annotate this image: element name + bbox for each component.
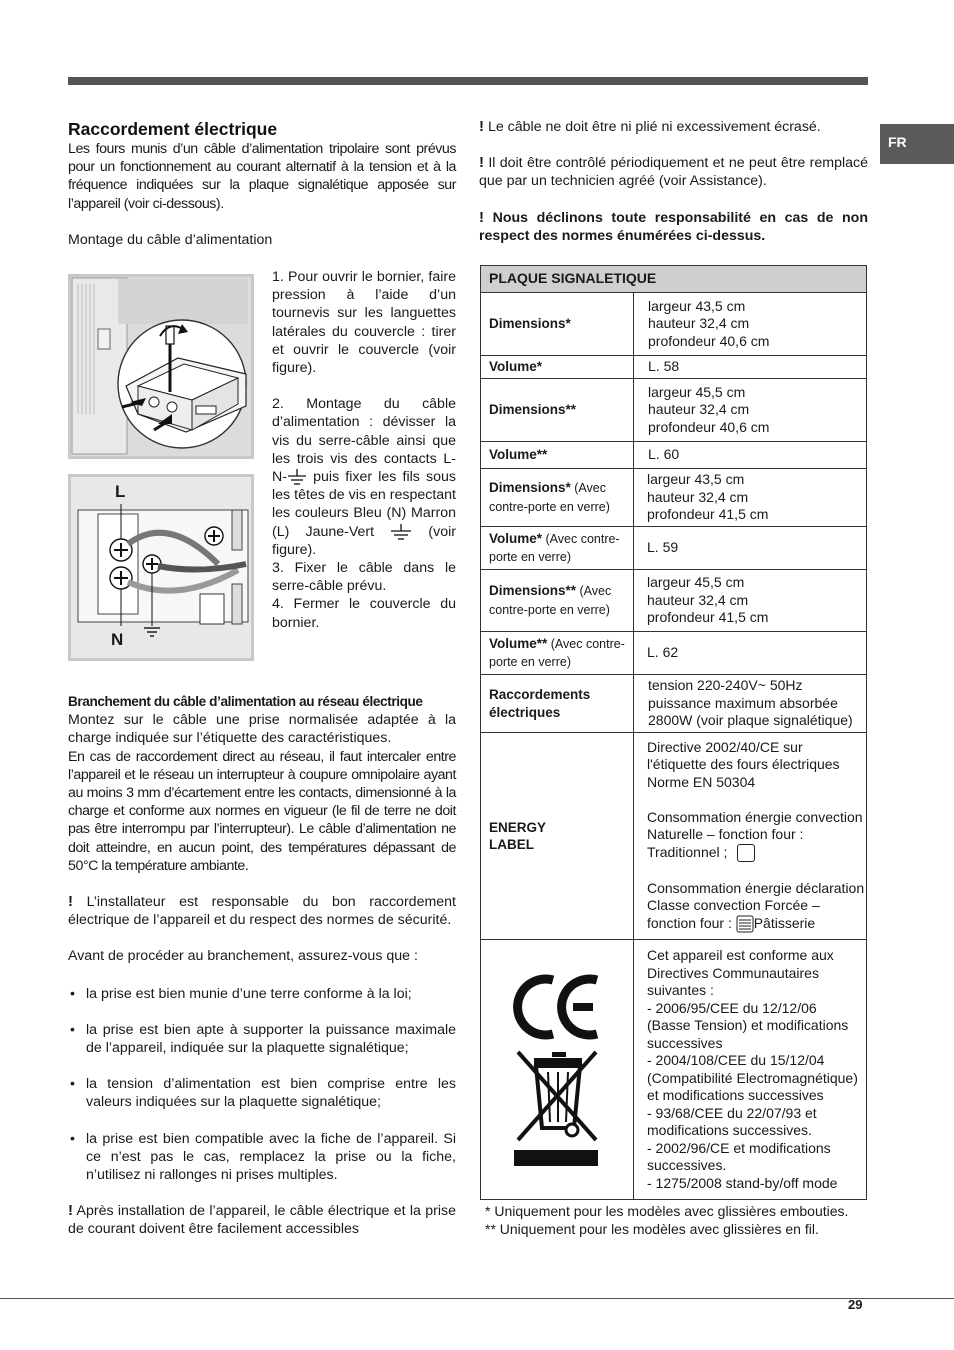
table-header: PLAQUE SIGNALETIQUE xyxy=(481,266,867,293)
warning-mark: ! xyxy=(68,1202,73,1220)
ce-text-cell: Cet appareil est conforme aux Directives Communautaires suivantes : - 2006/95/CEE du 12/12/06 (Basse Tension) et modifications successives - 2004/108/CEE du 15/12/04 (Compatibilité Electromagnétique) et modifications successives - 93/68/CEE du 22/07/93 et modifications successives. - 2002/96/CE et modifications successives. - 1275/2008 stand-by/off mode xyxy=(634,940,867,1200)
top-rule xyxy=(68,77,868,85)
before-connecting: Avant de procéder au branchement, assurez-vous que : xyxy=(68,948,418,965)
row-value: largeur 45,5 cm hauteur 32,4 cm profondeur 40,6 cm xyxy=(634,379,867,442)
earth-icon xyxy=(390,524,412,540)
energy-label-cell: ENERGY LABEL xyxy=(481,733,634,940)
page-number: 29 xyxy=(848,1297,863,1312)
list-item: • la prise est bien compatible avec la fiche de l’appareil. Si ce n’est pas le cas, remplacez la prise ou la fiche, n’utilisez ni rallonges ni prises multiples. xyxy=(68,1130,456,1185)
footnote-1: * Uniquement pour les modèles avec glissières embouties. xyxy=(485,1203,849,1219)
table-row xyxy=(481,293,867,356)
row-value: L. 59 xyxy=(634,527,867,570)
row-value: largeur 45,5 cm hauteur 32,4 cm profondeur 41,5 cm xyxy=(634,570,867,632)
empty-box-icon xyxy=(737,844,755,862)
installer-note-text: L’installateur est responsable du bon raccordement électrique de l’appareil et du respect des normes de sécurité. xyxy=(68,894,456,929)
warning-2-text: Il doit être contrôlé périodiquement et ne peut être remplacé que par un technicien agréé (voir Assistance). xyxy=(479,155,868,190)
warning-1-text: Le câble ne doit être ni plié ni excessivement écrasé. xyxy=(484,119,821,135)
left-column xyxy=(68,118,456,249)
branchement-paragraph-2: En cas de raccordement direct au réseau, il faut intercaler entre l’appareil et le réseau un interrupteur à coupure omnipolaire ayant au moins 3 mm d’écartement entre les contacts, dimensionné à la charge et conforme aux normes en vigueur (le fil de terre ne doit pas être interrompu par l’interrupteur). Le câble d’alimentation ne doit atteindre, en aucun point, des températures dépassant de 50°C la température ambiante. xyxy=(68,748,456,874)
list-item: • la prise est bien apte à supporter la puissance maximale de l’appareil, indiquée sur la plaquette signalétique; xyxy=(68,1021,456,1057)
after-install-note xyxy=(68,1202,456,1238)
table-row xyxy=(481,469,867,527)
step-2-text-c: (voir figure). xyxy=(272,523,456,558)
installer-note xyxy=(68,893,456,929)
warning-3-text: Nous déclinons toute responsabilité en cas de non respect des normes énumérées ci-dessus. xyxy=(479,209,868,244)
weee-bin-icon xyxy=(512,1050,602,1168)
row-label: Dimensions** xyxy=(481,379,634,442)
language-label: FR xyxy=(888,134,907,150)
table-footnotes xyxy=(485,1203,848,1238)
table-row xyxy=(481,527,867,570)
step-3: 3. Fixer le câble dans le serre-câble prévu. xyxy=(272,560,456,595)
figure-terminal-cover xyxy=(68,274,254,459)
earth-icon xyxy=(287,469,307,485)
row-label: Volume* (Avec contre-porte en verre) xyxy=(481,527,634,570)
table-row xyxy=(481,356,867,379)
language-tab xyxy=(880,124,954,164)
fan-oven-icon xyxy=(736,915,754,933)
warning-mark: ! xyxy=(479,208,484,226)
step-1: 1. Pour ouvrir le bornier, faire pression à l’aide d’un tournevis sur les languettes latérales du couvercle : tirer et ouvrir le couvercle (voir figure). xyxy=(272,269,456,377)
table-row xyxy=(481,570,867,632)
section-title: Raccordement électrique xyxy=(68,119,278,139)
step-2-text-a: 2. Montage du câble d’alimentation : dévisser la vis du serre-câble ainsi que les trois vis des contacts L-N- xyxy=(272,396,456,486)
figure-terminal-wiring xyxy=(68,474,254,661)
right-column xyxy=(479,118,868,245)
checklist xyxy=(68,985,456,1185)
after-install-note-text: Après installation de l’appareil, le câble électrique et la prise de courant doivent être facilement accessibles xyxy=(68,1203,456,1238)
list-item: • la tension d’alimentation est bien comprise entre les valeurs indiquées sur la plaquette signalétique; xyxy=(68,1075,456,1111)
warning-mark: ! xyxy=(68,893,73,911)
energy-label-value: Directive 2002/40/CE sur l'étiquette des fours électriques Norme EN 50304 Consommation énergie convection Naturelle – fonction four : Traditionnel ; Consommation énergie déclaration Classe convection Forcée – fonction four : Pâtisserie xyxy=(634,733,867,940)
warning-mark: ! xyxy=(479,154,484,172)
warning-2 xyxy=(479,154,868,190)
montage-label: Montage du câble d’alimentation xyxy=(68,231,273,248)
step-2 xyxy=(272,395,456,559)
row-label: Dimensions* xyxy=(481,293,634,356)
step-2-text-b: puis fixer les fils sous les têtes de vis en respectant les couleurs Bleu (N) Marron (L) Jaune-Vert xyxy=(272,469,456,540)
footnote-2: ** Uniquement pour les modèles avec glissières en fil. xyxy=(485,1220,819,1237)
label-n: N xyxy=(111,630,124,649)
step-4: 4. Fermer le couvercle du bornier. xyxy=(272,596,456,631)
row-label: Dimensions* (Avec contre-porte en verre) xyxy=(481,469,634,527)
branchement-section xyxy=(68,693,456,1239)
row-label: Volume** xyxy=(481,442,634,469)
ce-row xyxy=(481,940,867,1200)
rating-plate-table xyxy=(480,265,867,1200)
energy-label-row xyxy=(481,733,867,940)
row-value: L. 60 xyxy=(634,442,867,469)
warning-3 xyxy=(479,209,868,245)
intro-paragraph: Les fours munis d’un câble d’alimentation tripolaire sont prévus pour un fonctionnement au courant alternatif à la tension et à la fréquence indiquées sur la plaque signalétique apposée sur l’appareil (voir ci-dessous). xyxy=(68,141,456,212)
mounting-steps xyxy=(272,268,456,632)
branchement-paragraph-1: Montez sur le câble une prise normalisée adaptée à la charge indiquée sur l’étiquette des caractéristiques. xyxy=(68,712,456,747)
row-value: largeur 43,5 cm hauteur 32,4 cm profondeur 41,5 cm xyxy=(634,469,867,527)
warning-1 xyxy=(479,118,868,136)
row-value: tension 220-240V~ 50Hz puissance maximum absorbée 2800W (voir plaque signalétique) xyxy=(634,675,867,733)
row-label: Raccordements électriques xyxy=(481,675,634,733)
table-row xyxy=(481,442,867,469)
row-label: Dimensions** (Avec contre-porte en verre) xyxy=(481,570,634,632)
row-value: largeur 43,5 cm hauteur 32,4 cm profondeur 40,6 cm xyxy=(634,293,867,356)
table-row xyxy=(481,379,867,442)
bottom-rule xyxy=(0,1298,954,1299)
label-l: L xyxy=(115,482,126,501)
warning-mark: ! xyxy=(479,118,484,135)
table-row xyxy=(481,675,867,733)
row-value: L. 58 xyxy=(634,356,867,379)
table-row xyxy=(481,632,867,675)
branchement-title: Branchement du câble d’alimentation au réseau électrique xyxy=(68,694,423,709)
ce-mark-icon xyxy=(507,972,607,1042)
ce-symbols-cell xyxy=(481,940,634,1200)
row-label: Volume* xyxy=(481,356,634,379)
row-label: Volume** (Avec contre-porte en verre) xyxy=(481,632,634,675)
list-item: • la prise est bien munie d’une terre conforme à la loi; xyxy=(68,985,456,1003)
row-value: L. 62 xyxy=(634,632,867,675)
